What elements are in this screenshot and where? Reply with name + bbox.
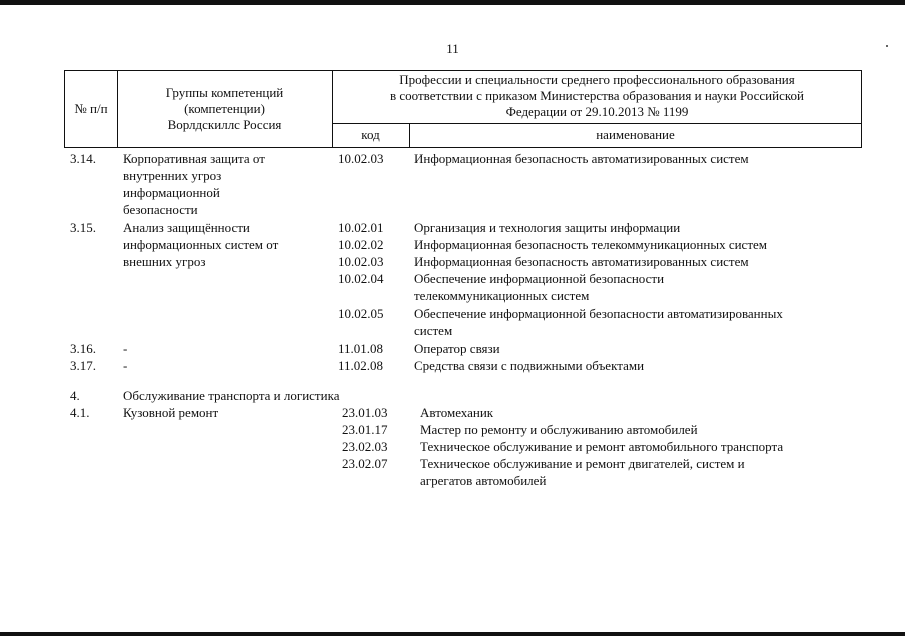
specialty-code: 11.02.08 [338,358,384,373]
group-line: внешних угроз [123,254,206,269]
header-prof-line: в соответствии с приказом Министерства образования и науки Российской [390,88,804,103]
group-line: Анализ защищённости [123,220,250,235]
specialty-code: 10.02.01 [338,220,384,235]
specialty-name: Техническое обслуживание и ремонт автомобильного транспорта [420,439,784,454]
name-line: агрегатов автомобилей [420,473,547,488]
name-line: Обеспечение информационной безопасности автоматизированных [414,306,783,321]
specialty-code: 10.02.03 [338,151,384,166]
group-line: информационной [123,185,220,200]
specialty-name [414,270,664,304]
row-number: 4.1. [70,405,90,420]
header-prof-line: Профессии и специальности среднего профессионального образования [399,72,795,87]
specialty-name: Автомеханик [420,405,494,420]
header-professions [332,72,862,120]
row-number: 3.14. [70,151,96,166]
specialty-name [420,455,745,489]
header-num: № п/п [74,101,108,116]
specialty-name: Организация и технология защиты информации [414,220,681,235]
group-line: информационных систем от [123,237,279,252]
specialty-code: 23.01.17 [342,422,388,437]
specialty-code: 10.02.04 [338,271,384,286]
specialty-code: 11.01.08 [338,341,384,356]
row-number: 3.15. [70,220,96,235]
top-scan-border [0,0,905,5]
specialty-name: Информационная безопасность телекоммуникационных систем [414,237,768,252]
header-group [117,85,332,133]
specialty-code: 10.02.05 [338,306,384,321]
specialty-code: 10.02.03 [338,254,384,269]
page-number: 11 [446,41,459,56]
specialty-name: Информационная безопасность автоматизированных систем [414,151,749,166]
specialty-code: 10.02.02 [338,237,384,252]
row-number: 3.16. [70,341,96,356]
competence-group: - [123,341,128,356]
group-line: Корпоративная защита от [123,151,265,166]
specialty-name: Средства связи с подвижными объектами [414,358,645,373]
competence-group [123,150,265,218]
group-line: безопасности [123,202,198,217]
header-group-line: Ворлдскиллс Россия [167,117,282,132]
competence-group: - [123,358,128,373]
specialty-code: 23.01.03 [342,405,388,420]
header-group-line: Группы компетенций [165,85,284,100]
specialty-name: Мастер по ремонту и обслуживанию автомобилей [420,422,698,437]
name-line: Техническое обслуживание и ремонт двигателей, систем и [420,456,745,471]
header-code: код [361,127,380,142]
row-number: 3.17. [70,358,96,373]
name-line: телекоммуникационных систем [414,288,590,303]
specialty-code: 23.02.07 [342,456,388,471]
table-header [64,70,862,148]
competence-group: Кузовной ремонт [123,405,219,420]
name-line: систем [414,323,453,338]
name-line: Обеспечение информационной безопасности [414,271,665,286]
header-subdivider [332,123,861,124]
group-line: внутренних угроз [123,168,222,183]
header-group-line: (компетенции) [184,101,265,116]
header-prof-line: Федерации от 29.10.2013 № 1199 [505,104,689,119]
header-name: наименование [596,127,675,142]
section-number: 4. [70,388,80,403]
specialty-name: Оператор связи [414,341,500,356]
specialty-name [414,305,783,339]
bottom-scan-border [0,632,905,636]
competence-group [123,219,278,270]
section-title: Обслуживание транспорта и логистика [123,388,340,403]
specialty-code: 23.02.03 [342,439,388,454]
specialty-name: Информационная безопасность автоматизированных систем [414,254,749,269]
